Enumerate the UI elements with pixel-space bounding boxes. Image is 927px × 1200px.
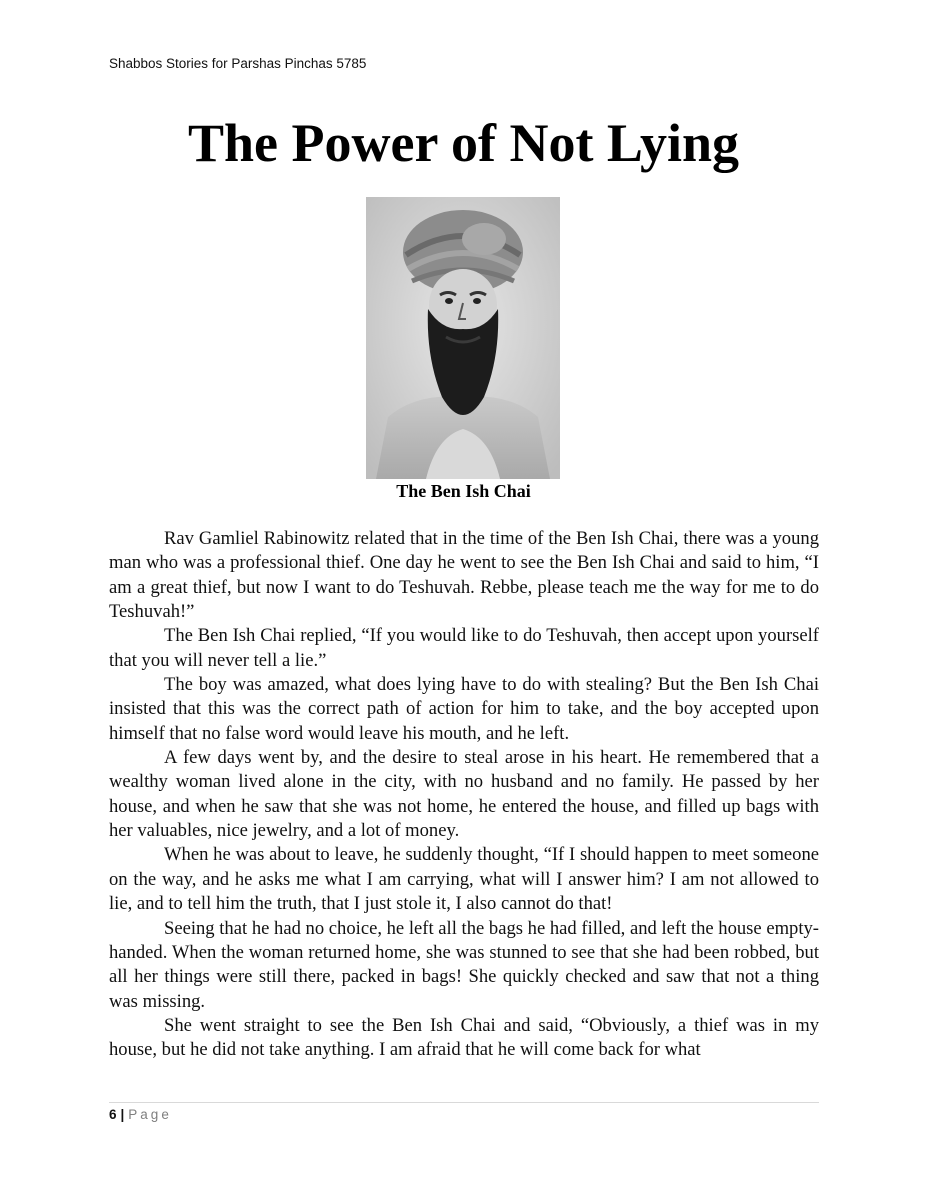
paragraph: When he was about to leave, he suddenly thought, “If I should happen to meet someone on the way, and he asks me what I am carrying, what will I answer him? I am not allowed to lie, and to tell him the truth, that I just stole it, I also cannot do that! [109, 844, 819, 915]
portrait-image [366, 197, 560, 479]
page-title: The Power of Not Lying [188, 113, 739, 173]
footer-separator: | [120, 1107, 125, 1122]
running-header: Shabbos Stories for Parshas Pinchas 5785 [109, 56, 367, 71]
paragraph: The boy was amazed, what does lying have to do with stealing? But the Ben Ish Chai insisted that this was the correct path of action for him to take, and the boy accepted upon himself that no false word would leave his mouth, and he left. [109, 674, 819, 744]
paragraph: Rav Gamliel Rabinowitz related that in the time of the Ben Ish Chai, there was a young man who was a professional thief. One day he went to see the Ben Ish Chai and said to him, “I am a great thief, but now I want to do Teshuvah. Rebbe, please teach me the way for me to do Teshuvah!” [109, 528, 819, 623]
page-number: 6 [109, 1107, 117, 1122]
portrait-illustration [366, 197, 560, 479]
paragraph: Seeing that he had no choice, he left all the bags he had filled, and left the house empty-handed. When the woman returned home, she was stunned to see that she had been robbed, but all her things were still there, packed in bags! She quickly checked and saw that not a thing was missing. [109, 917, 819, 1012]
page-footer [109, 1107, 172, 1122]
paragraph: A few days went by, and the desire to steal arose in his heart. He remembered that a wealthy woman lived alone in the city, with no husband and no family. He passed by her house, and when he saw that she was not home, he entered the house, and filled up bags with her valuables, nice jewelry, and a lot of money. [109, 747, 819, 842]
article-body [109, 527, 819, 1063]
footer-divider [109, 1102, 819, 1103]
paragraph: The Ben Ish Chai replied, “If you would like to do Teshuvah, then accept upon yourself that you will never tell a lie.” [109, 625, 819, 671]
paragraph: She went straight to see the Ben Ish Chai and said, “Obviously, a thief was in my house, but he did not take anything. I am afraid that he will come back for what [109, 1014, 819, 1061]
page-label: Page [128, 1107, 172, 1122]
image-caption: The Ben Ish Chai [396, 481, 531, 501]
